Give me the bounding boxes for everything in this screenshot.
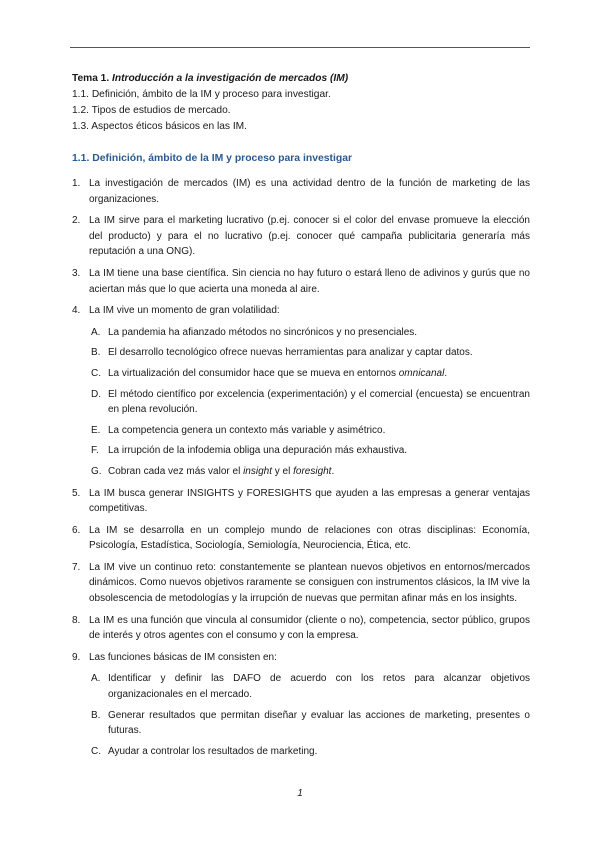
sub-item-letter: D. [91, 388, 101, 400]
item-text: La IM sirve para el marketing lucrativo (p.ej. conocer si el color del envase promueve la elección del producto) y para el no lucrativo (p.ej. conocer qué campaña publicitaria generaría más reputación a una ONG). [89, 215, 530, 258]
topic-name: Introducción a la investigación de mercados (IM) [112, 73, 349, 84]
item-number: 3. [72, 267, 81, 279]
section-heading: 1.1. Definición, ámbito de la IM y proceso para investigar [72, 153, 353, 164]
list-item [72, 303, 530, 479]
outline-item: 1.2. Tipos de estudios de mercado. [72, 105, 231, 116]
list-item [72, 486, 530, 517]
sub-item-text: Generar resultados que permitan diseñar y evaluar las acciones de marketing, presentes o futuras. [108, 709, 530, 737]
sub-list-item [91, 464, 530, 480]
sub-item-text: Identificar y definir las DAFO de acuerdo con los retos para alcanzar objetivos organizacionales en el mercado. [108, 673, 530, 701]
item-text: La IM tiene una base científica. Sin ciencia no hay futuro o estará lleno de adivinos y gurús que no aciertan más que lo que acierta una moneda al aire. [89, 267, 530, 295]
item-text: La IM busca generar INSIGHTS y FORESIGHTS que ayuden a las empresas a generar ventajas competitivas. [89, 487, 530, 515]
item-text: La IM es una función que vincula al consumidor (cliente o no), competencia, sector público, grupos de interés y otros agentes con el consumo y con la empresa. [89, 614, 530, 642]
item-number: 6. [72, 524, 81, 536]
sub-list-item [91, 366, 530, 382]
emphasis-omnicanal: omnicanal [398, 367, 445, 379]
item-number: 8. [72, 614, 81, 626]
sub-item-letter: B. [91, 347, 101, 359]
sub-list [89, 325, 530, 480]
sub-list-item [91, 671, 530, 702]
emphasis-insight: insight [243, 465, 272, 477]
sub-item-letter: G. [91, 465, 102, 477]
list-item [72, 213, 530, 260]
header-rule [70, 47, 530, 48]
sub-item-text-end: . [444, 367, 448, 379]
sub-list-item [91, 345, 530, 361]
item-number: 1. [72, 178, 81, 189]
sub-list-item [91, 443, 530, 459]
topic-outline [72, 71, 532, 135]
sub-item-text: El desarrollo tecnológico ofrece nuevas herramientas para analizar y captar datos. [108, 347, 473, 359]
sub-list-item [91, 744, 530, 760]
list-item [72, 176, 530, 207]
sub-list-item [91, 325, 530, 341]
sub-item-letter: C. [91, 367, 101, 379]
item-text: La IM vive un continuo reto: constantemente se plantean nuevos objetivos en entornos/mercados dinámicos. Como nuevos objetivos raramente se consiguen con instrumentos clásicos, la IM vive la obsolescencia de metodologías y la irrupción de nuevas que permitan afinar más en los insights. [89, 561, 530, 605]
list-item [72, 613, 530, 644]
sub-list-item [91, 708, 530, 739]
sub-list-item [91, 387, 530, 418]
list-item [72, 560, 530, 607]
topic-prefix: Tema 1. [72, 73, 110, 84]
item-number: 2. [72, 215, 81, 227]
item-text: La IM vive un momento de gran volatilidad: [89, 305, 280, 317]
topic-title [72, 71, 532, 87]
sub-item-text: La competencia genera un contexto más variable y asimétrico. [108, 424, 386, 436]
item-number: 7. [72, 561, 81, 573]
sub-item-letter: C. [91, 745, 101, 757]
sub-item-letter: B. [91, 709, 101, 721]
sub-item-letter: E. [91, 424, 101, 436]
item-number: 5. [72, 487, 81, 499]
list-item [72, 266, 530, 297]
sub-item-text: La virtualización del consumidor hace que se mueva en entornos [108, 367, 399, 379]
sub-item-letter: A. [91, 326, 101, 338]
item-text: Las funciones básicas de IM consisten en: [89, 651, 277, 663]
outline-item: 1.1. Definición, ámbito de la IM y proceso para investigar. [72, 89, 331, 100]
sub-item-text: Cobran cada vez más valor el [108, 465, 244, 477]
sub-item-text: La pandemia ha afianzado métodos no sincrónicos y no presenciales. [108, 326, 418, 338]
sub-item-text-end: . [331, 465, 335, 477]
item-text: La investigación de mercados (IM) es una actividad dentro de la función de marketing de las organizaciones. [89, 178, 530, 205]
emphasis-foresight: foresight [293, 465, 332, 477]
list-item [72, 523, 530, 554]
sub-list [89, 671, 530, 759]
sub-list-item [91, 423, 530, 439]
sub-item-letter: A. [91, 673, 101, 685]
sub-item-text-mid: y el [271, 465, 294, 477]
list-item [72, 650, 530, 760]
page-number: 1 [297, 788, 303, 799]
item-text: La IM se desarrolla en un complejo mundo de relaciones con otras disciplinas: Economía, Psicología, Estadística, Sociología, Semiología, Neurociencia, Ética, etc. [89, 524, 530, 552]
item-number: 4. [72, 305, 81, 317]
numbered-list [72, 176, 530, 765]
outline-item: 1.3. Aspectos éticos básicos en las IM. [72, 121, 247, 132]
sub-item-text: Ayudar a controlar los resultados de marketing. [108, 745, 318, 757]
sub-item-text: El método científico por excelencia (experimentación) y el comercial (encuesta) se encuentran en plena revolución. [108, 388, 530, 416]
item-number: 9. [72, 651, 81, 663]
sub-item-letter: F. [91, 445, 99, 457]
sub-item-text: La irrupción de la infodemia obliga una depuración más exhaustiva. [108, 445, 408, 457]
